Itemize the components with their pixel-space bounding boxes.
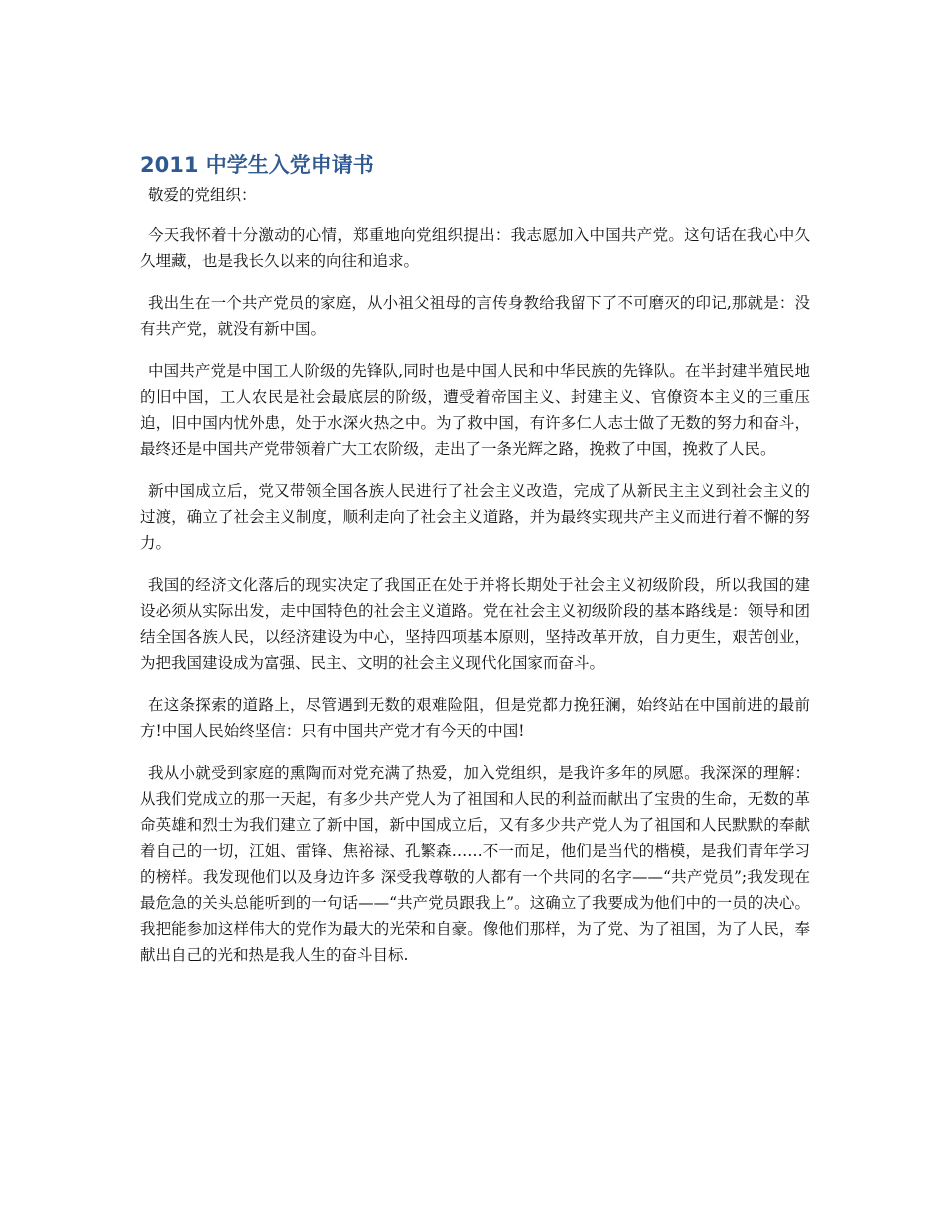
document-page: [140, 150, 810, 984]
body-paragraph-4: 新中国成立后，党又带领全国各族人民进行了社会主义改造，完成了从新民主主义到社会主义的过渡，确立了社会主义制度，顺利走向了社会主义道路，并为最终实现共产主义而进行着不懈的努力。: [140, 482, 810, 552]
greeting-line: 敬爱的党组织：: [148, 186, 257, 204]
document-title: 2011 中学生入党申请书: [140, 153, 374, 177]
body-paragraph-6: 在这条探索的道路上，尽管遇到无数的艰难险阻，但是党都力挽狂澜，始终站在中国前进的最前方!中国人民始终坚信：只有中国共产党才有今天的中国!: [140, 696, 810, 740]
body-paragraph-7: 我从小就受到家庭的熏陶而对党充满了热爱，加入党组织，是我许多年的夙愿。我深深的理解：从我们党成立的那一天起，有多少共产党人为了祖国和人民的利益而献出了宝贵的生命，无数的革命英雄和烈士为我们建立了新中国，新中国成立后，又有多少共产党人为了祖国和人民默默的奉献着自己的一切，江姐、雷锋、焦裕禄、孔繁森……不一而足，他们是当代的楷模，是我们青年学习的榜样。我发现他们以及身边许多 深受我尊敬的人都有一个共同的名字——“共产党员”;我发现在最危急的关头总能听到的一句话——“共产党员跟我上”。这确立了我要成为他们中的一员的决心。我把能参加这样伟大的党作为最大的光荣和自豪。像他们那样，为了党、为了祖国，为了人民，奉献出自己的光和热是我人生的奋斗目标.: [140, 764, 810, 964]
body-paragraph-3: 中国共产党是中国工人阶级的先锋队,同时也是中国人民和中华民族的先锋队。在半封建半殖民地的旧中国，工人农民是社会最底层的阶级，遭受着帝国主义、封建主义、官僚资本主义的三重压迫，旧中国内忧外患，处于水深火热之中。为了救中国，有许多仁人志士做了无数的努力和奋斗，最终还是中国共产党带领着广大工农阶级，走出了一条光辉之路，挽救了中国，挽救了人民。: [140, 362, 810, 458]
body-paragraph-2: 我出生在一个共产党员的家庭，从小祖父祖母的言传身教给我留下了不可磨灭的印记,那就是：没有共产党，就没有新中国。: [140, 294, 810, 338]
body-paragraph-5: 我国的经济文化落后的现实决定了我国正在处于并将长期处于社会主义初级阶段，所以我国的建设必须从实际出发，走中国特色的社会主义道路。党在社会主义初级阶段的基本路线是：领导和团结全国各族人民，以经济建设为中心，坚持四项基本原则，坚持改革开放，自力更生，艰苦创业，为把我国建设成为富强、民主、文明的社会主义现代化国家而奋斗。: [140, 576, 810, 672]
body-paragraph-1: 今天我怀着十分激动的心情，郑重地向党组织提出：我志愿加入中国共产党。这句话在我心中久久埋藏，也是我长久以来的向往和追求。: [140, 226, 810, 270]
